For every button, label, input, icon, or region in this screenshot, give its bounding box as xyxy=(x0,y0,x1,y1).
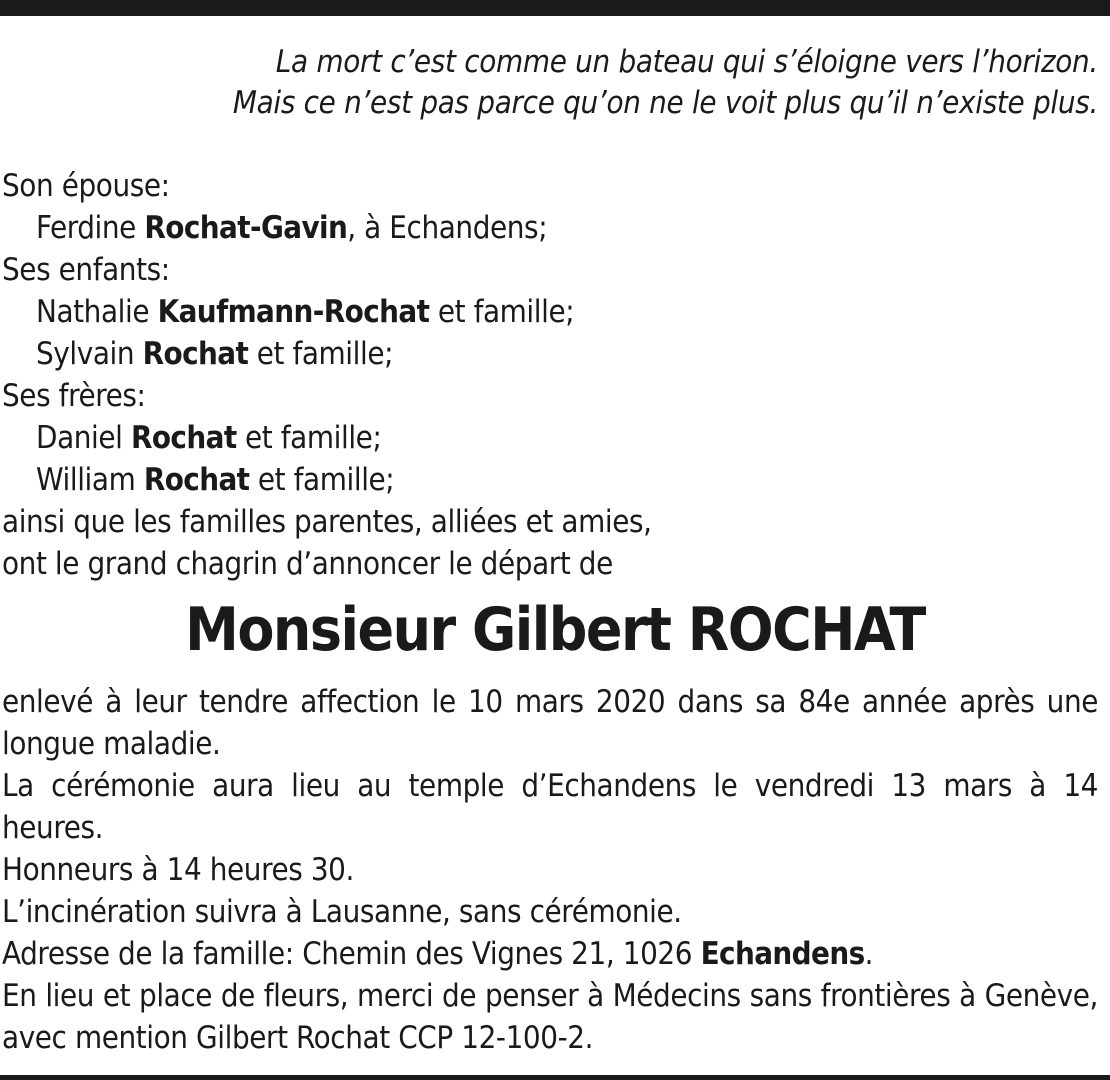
family-list xyxy=(2,165,1102,585)
last-name: Rochat xyxy=(142,336,249,372)
donation-paragraph: En lieu et place de fleurs, merci de penser à Médecins sans frontières à Genève, avec mention Gilbert Rochat CCP 12-100-2. xyxy=(2,978,1098,1056)
spouse-entry xyxy=(2,207,1102,249)
brother-entry xyxy=(2,459,1102,501)
first-name: Nathalie xyxy=(36,294,158,330)
entry-suffix: et famille; xyxy=(236,420,382,456)
family-address-line xyxy=(2,933,1098,975)
relatives-line: ainsi que les familles parentes, alliées et amies, xyxy=(2,504,652,540)
entry-suffix: et famille; xyxy=(248,336,394,372)
honours-line: Honneurs à 14 heures 30. xyxy=(2,852,354,888)
address-end: . xyxy=(864,936,874,972)
children-heading: Ses enfants: xyxy=(2,252,170,288)
brothers-heading: Ses frères: xyxy=(2,378,146,414)
ceremony-paragraph: La cérémonie aura lieu au temple d’Echandens le vendredi 13 mars à 14 heures. xyxy=(2,768,1098,846)
quote-line-1: La mort c’est comme un bateau qui s’éloigne vers l’horizon. xyxy=(275,44,1098,80)
address-town: Echandens xyxy=(700,936,865,972)
first-name: Ferdine xyxy=(36,210,145,246)
last-name: Rochat xyxy=(130,420,237,456)
quote-line-2: Mais ce n’est pas parce qu’on ne le voit plus qu’il n’existe plus. xyxy=(232,85,1098,121)
announcement-line: ont le grand chagrin d’annoncer le départ de xyxy=(2,546,613,582)
spouse-heading: Son épouse: xyxy=(2,168,170,204)
first-name: Sylvain xyxy=(36,336,143,372)
last-name: Rochat xyxy=(143,462,250,498)
top-border-rule xyxy=(0,0,1110,16)
first-name: Daniel xyxy=(36,420,131,456)
entry-suffix: et famille; xyxy=(249,462,395,498)
entry-suffix: et famille; xyxy=(429,294,575,330)
child-entry xyxy=(2,291,1102,333)
details-block xyxy=(2,681,1098,1059)
last-name: Rochat-Gavin xyxy=(144,210,348,246)
epigraph-quote xyxy=(98,42,1098,124)
death-notice-paragraph: enlevé à leur tendre affection le 10 mars 2020 dans sa 84e année après une longue maladie. xyxy=(2,684,1098,762)
entry-suffix: , à Echandens; xyxy=(347,210,548,246)
child-entry xyxy=(2,333,1102,375)
first-name: William xyxy=(36,462,144,498)
last-name: Kaufmann-Rochat xyxy=(157,294,430,330)
address-prefix: Adresse de la famille: Chemin des Vignes 21, 1026 xyxy=(2,936,701,972)
deceased-name-heading: Monsieur Gilbert ROCHAT xyxy=(185,595,925,665)
cremation-line: L’incinération suivra à Lausanne, sans cérémonie. xyxy=(2,894,682,930)
bottom-border-rule xyxy=(0,1075,1110,1080)
brother-entry xyxy=(2,417,1102,459)
